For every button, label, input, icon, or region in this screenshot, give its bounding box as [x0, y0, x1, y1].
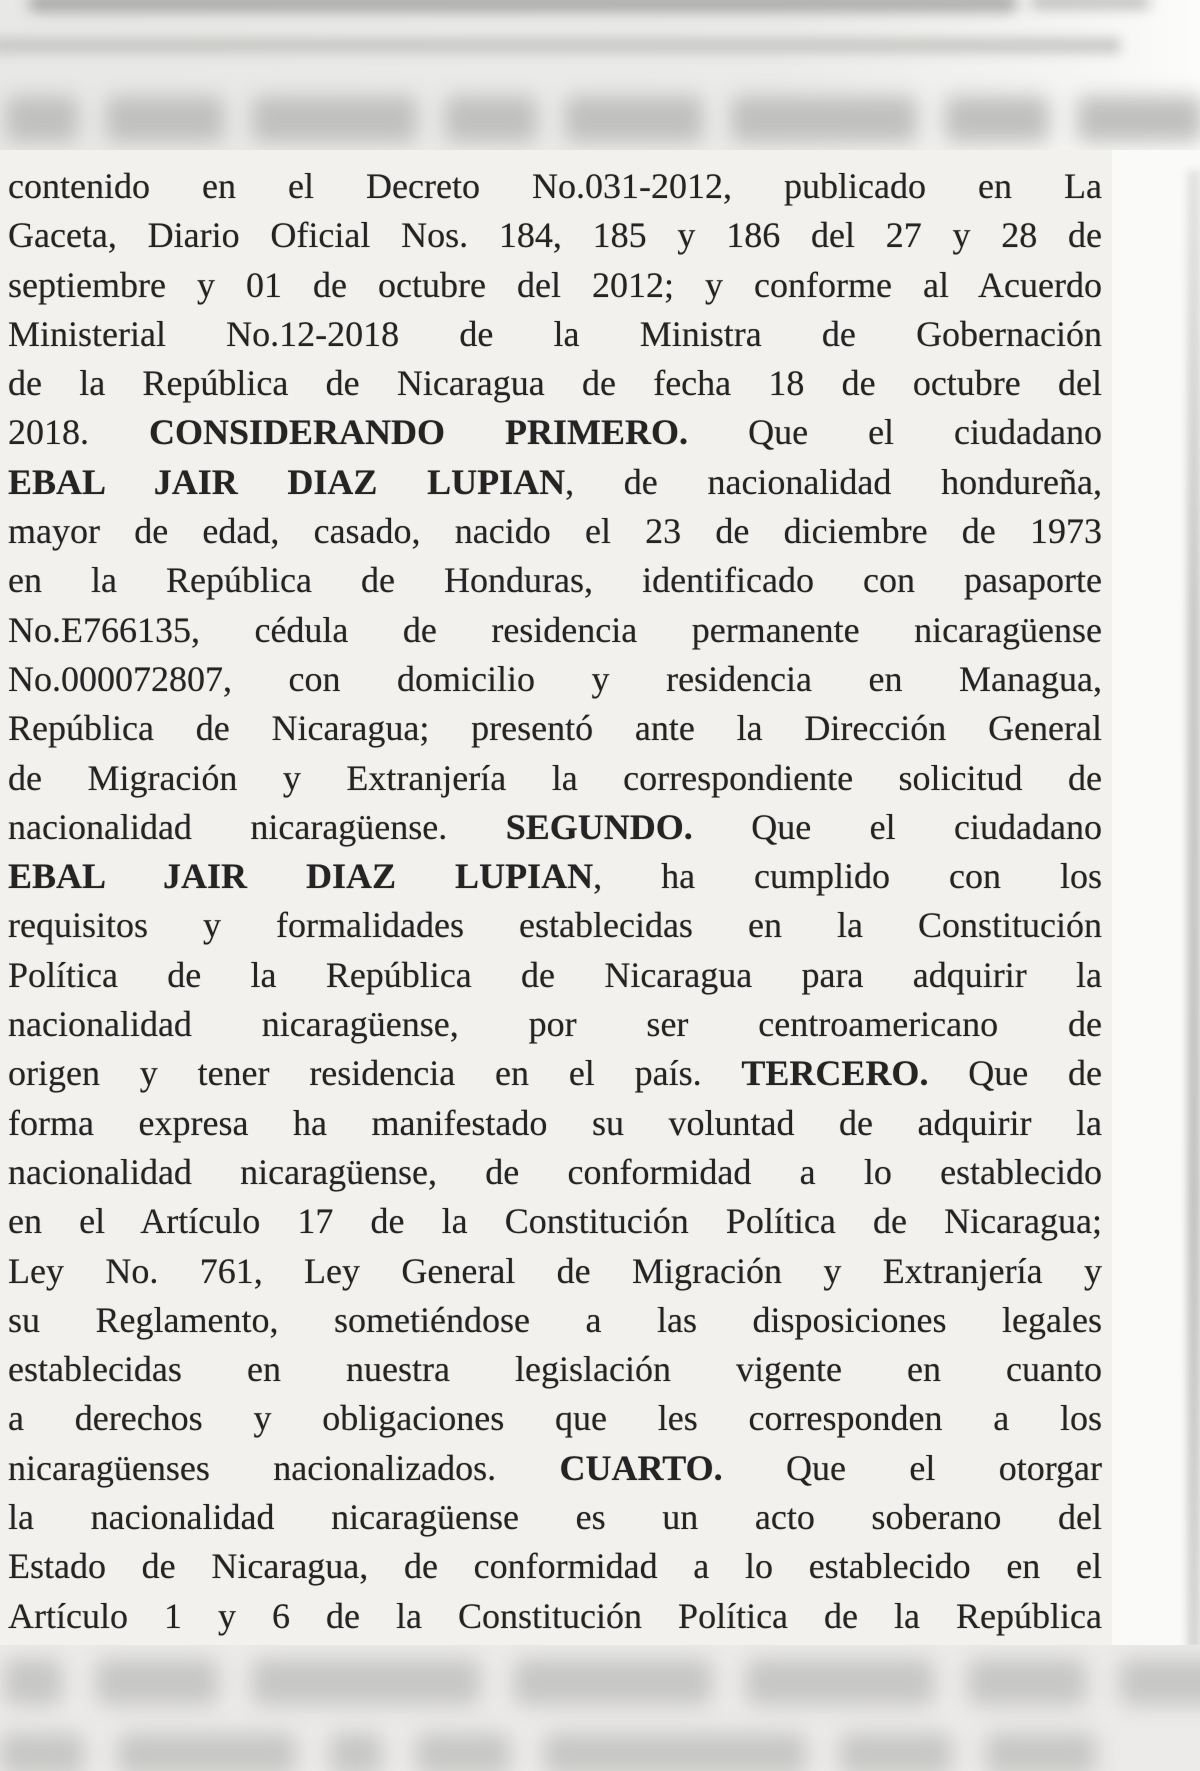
- document-line: [8, 310, 1102, 359]
- document-text: nicaragüenses nacionalizados.: [8, 1447, 560, 1488]
- document-line: [8, 803, 1102, 852]
- document-text: requisitos y formalidades establecidas en la Constitución: [8, 905, 1102, 946]
- document-text: , ha cumplido con los: [593, 856, 1103, 897]
- document-line: [8, 1444, 1102, 1493]
- document-text-bold: EBAL JAIR DIAZ LUPIAN: [8, 856, 594, 897]
- document-text-bold: EBAL JAIR DIAZ LUPIAN: [8, 461, 566, 502]
- document-text: nacionalidad nicaragüense.: [8, 806, 506, 847]
- document-text: forma expresa ha manifestado su voluntad de adquirir la: [8, 1102, 1102, 1143]
- document-text-bold: TERCERO.: [741, 1053, 929, 1094]
- document-line: [8, 1592, 1102, 1641]
- document-text: Ley No. 761, Ley General de Migración y Extranjería y: [8, 1250, 1102, 1291]
- document-text-bold: SEGUNDO.: [505, 806, 693, 847]
- document-line: [8, 1197, 1102, 1246]
- document-line: [8, 951, 1102, 1000]
- document-text-region: [0, 150, 1112, 1650]
- document-text: contenido en el Decreto No.031-2012, publicado en La: [8, 166, 1102, 206]
- document-text: Que el otorgar: [722, 1447, 1103, 1488]
- blurred-header-text-strip: [28, 0, 1018, 12]
- document-text: de la República de Nicaragua de fecha 18 de octubre del: [8, 363, 1102, 404]
- document-line: [8, 556, 1102, 605]
- blurred-header-text-strip: [1030, 0, 1150, 8]
- document-line: [8, 901, 1102, 950]
- document-text: Gaceta, Diario Oficial Nos. 184, 185 y 186 del 27 y 28 de: [8, 215, 1102, 256]
- document-text: Política de la República de Nicaragua para adquirir la: [8, 954, 1102, 995]
- document-line: [8, 1345, 1102, 1394]
- blurred-footer-region: [0, 1645, 1200, 1771]
- document-text: nacionalidad nicaragüense, por ser centroamericano de: [8, 1004, 1102, 1045]
- blurred-text-row: [6, 96, 1186, 142]
- document-line: [8, 261, 1102, 310]
- document-line: [8, 408, 1102, 457]
- blurred-text-row: [0, 1733, 1200, 1771]
- document-text-bold: CONSIDERANDO PRIMERO.: [149, 412, 689, 453]
- document-text: establecidas en nuestra legislación vigente en cuanto: [8, 1349, 1102, 1390]
- document-text: mayor de edad, casado, nacido el 23 de diciembre de 1973: [8, 511, 1102, 552]
- document-lines: [8, 162, 1102, 1641]
- document-text: 2018.: [8, 412, 150, 453]
- blurred-text-row: [0, 1659, 1200, 1705]
- document-text: septiembre y 01 de octubre del 2012; y conforme al Acuerdo: [8, 264, 1102, 305]
- document-line: [8, 1247, 1102, 1296]
- document-line: [8, 1049, 1102, 1098]
- document-line: [8, 359, 1102, 408]
- document-text: origen y tener residencia en el país.: [8, 1053, 742, 1094]
- blurred-horizontal-rule: [0, 38, 1120, 53]
- document-line: [8, 507, 1102, 556]
- document-text: nacionalidad nicaragüense, de conformidad a lo establecido: [8, 1151, 1102, 1192]
- document-text: Estado de Nicaragua, de conformidad a lo establecido en el: [8, 1546, 1102, 1587]
- document-line: [8, 1493, 1102, 1542]
- document-text: en la República de Honduras, identificado con pasaporte: [8, 560, 1102, 601]
- document-text: su Reglamento, sometiéndose a las disposiciones legales: [8, 1299, 1102, 1340]
- document-text: en el Artículo 17 de la Constitución Política de Nicaragua;: [8, 1201, 1102, 1242]
- document-line: [8, 704, 1102, 753]
- document-line: [8, 162, 1102, 211]
- document-text: la nacionalidad nicaragüense es un acto soberano del: [8, 1497, 1102, 1538]
- document-line: [8, 211, 1102, 260]
- document-text: República de Nicaragua; presentó ante la Dirección General: [8, 708, 1102, 749]
- document-text: , de nacionalidad hondureña,: [565, 461, 1103, 502]
- document-text: No.E766135, cédula de residencia permanente nicaragüense: [8, 609, 1102, 650]
- document-line: [8, 1394, 1102, 1443]
- document-line: [8, 458, 1102, 507]
- document-text: Ministerial No.12-2018 de la Ministra de Gobernación: [8, 313, 1102, 354]
- document-line: [8, 1542, 1102, 1591]
- document-line: [8, 754, 1102, 803]
- document-text: de Migración y Extranjería la correspondiente solicitud de: [8, 757, 1102, 798]
- document-text: Que el ciudadano: [688, 412, 1102, 453]
- document-text: a derechos y obligaciones que les corresponden a los: [8, 1398, 1102, 1439]
- document-line: [8, 1099, 1102, 1148]
- document-line: [8, 1148, 1102, 1197]
- document-text: No.000072807, con domicilio y residencia en Managua,: [8, 658, 1102, 699]
- document-line: [8, 1296, 1102, 1345]
- document-line: [8, 606, 1102, 655]
- document-text: Que el ciudadano: [692, 806, 1102, 847]
- document-line: [8, 655, 1102, 704]
- scan-right-edge-shadow: [1187, 170, 1200, 1650]
- document-line: [8, 852, 1102, 901]
- document-text: Artículo 1 y 6 de la Constitución Política de la República: [8, 1595, 1102, 1636]
- document-line: [8, 1000, 1102, 1049]
- document-text: Que de: [928, 1053, 1102, 1094]
- blurred-header-region: [0, 0, 1200, 152]
- document-text-bold: CUARTO.: [559, 1447, 723, 1488]
